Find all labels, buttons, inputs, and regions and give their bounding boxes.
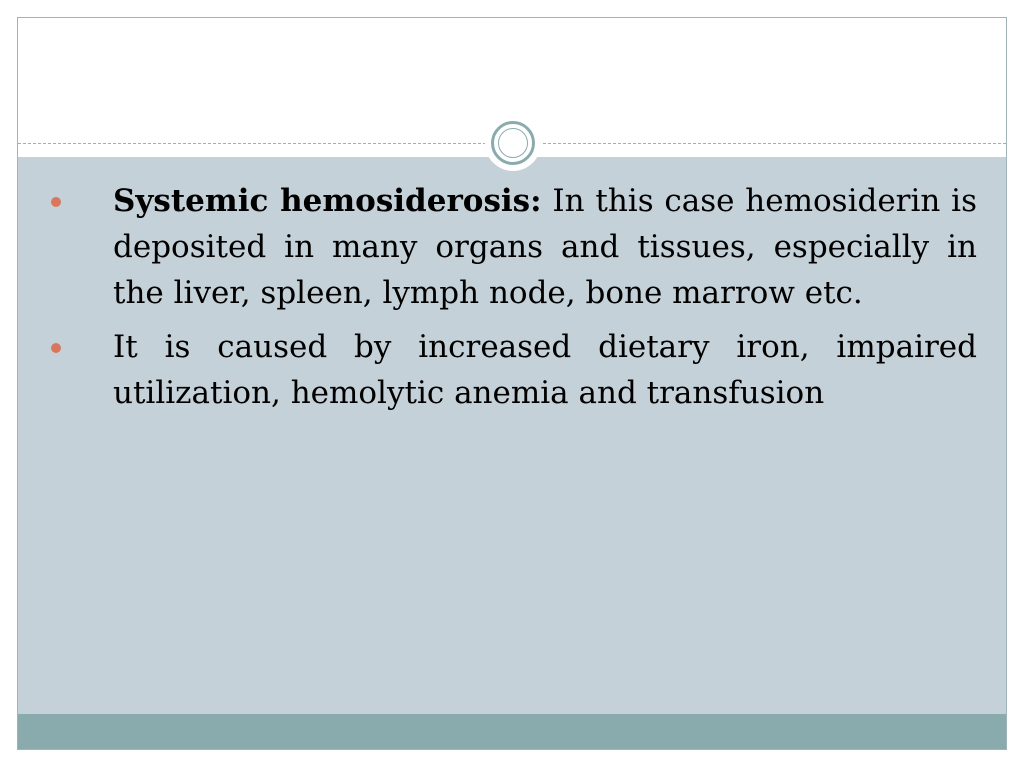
slide — [17, 17, 1007, 750]
bullet-lead: Systemic hemosiderosis: — [113, 183, 542, 219]
bullet-dot-icon — [51, 343, 61, 353]
bullet-dot-icon — [51, 197, 61, 207]
circle-ornament-icon — [485, 115, 541, 171]
bullet-item — [45, 324, 977, 416]
content-area — [45, 178, 977, 424]
bullet-text: In this case hemosiderin is deposited in many organs and tissues, especially in the liver, spleen, lymph node, bone marrow etc. — [113, 183, 977, 311]
bullet-text: It is caused by increased dietary iron, impaired utilization, hemolytic anemia and transfusion — [113, 329, 977, 411]
bullet-item — [45, 178, 977, 316]
ornament-inner-ring — [498, 128, 528, 158]
footer-band — [18, 714, 1006, 749]
ornament-outer-ring — [491, 121, 535, 165]
